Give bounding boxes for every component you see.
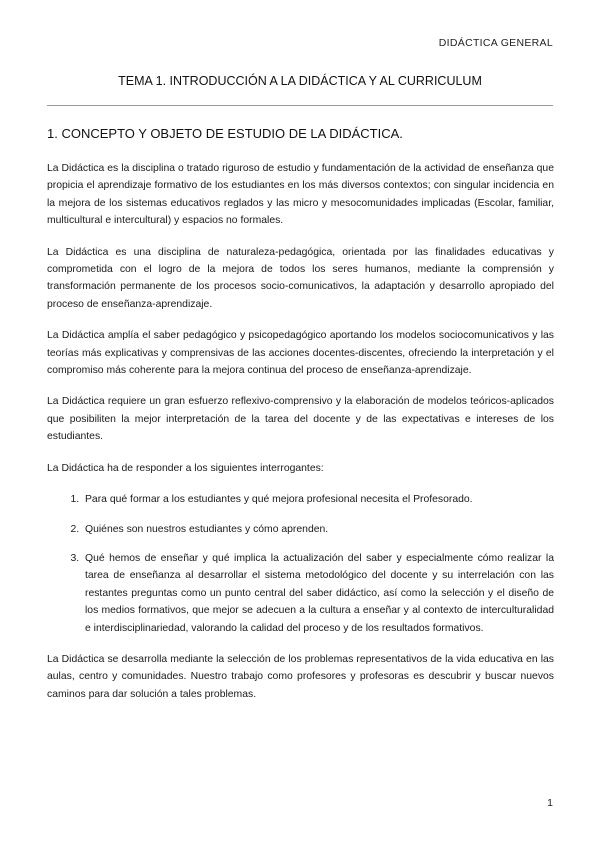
chapter-title: TEMA 1. INTRODUCCIÓN A LA DIDÁCTICA Y AL CURRICULUM xyxy=(118,74,482,88)
paragraph-4: La Didáctica requiere un gran esfuerzo reflexivo-comprensivo y la elaboración de modelos teóricos-aplicados que posibiliten la mejor interpretación de la tarea del docente y de las expectativas e intereses de los estudiantes. xyxy=(47,396,554,443)
list-item: 3. Qué hemos de enseñar y qué implica la actualización del saber y especialmente cómo realizar la tarea de enseñanza al desarrollar el sistema metodológico del docente y su interrelación con las restantes preguntas como un punto central del saber didáctico, así como la selección y el diseño de los medios formativos, que mejor se adecuen a la cultura a enseñar y al contexto de interculturalidad e interdisciplinariedad, valorando la calidad del proceso y de los resultados formativos. xyxy=(82,550,554,637)
paragraph-1: La Didáctica es la disciplina o tratado riguroso de estudio y fundamentación de la actividad de enseñanza que propicia el aprendizaje formativo de los estudiantes en los más diversos contextos; con singular incidencia en la mejora de los sistemas educativos reglados y las micro y mesocomunidades implicadas (Escolar, familiar, multicultural e intercultural) y espacios no formales. xyxy=(47,163,554,227)
running-head: DIDÁCTICA GENERAL xyxy=(438,37,553,49)
question-list xyxy=(47,491,554,637)
list-item: 1. Para qué formar a los estudiantes y qué mejora profesional necesita el Profesorado. xyxy=(82,491,554,508)
closing-paragraph: La Didáctica se desarrolla mediante la selección de los problemas representativos de la vida educativa en las aulas, centro y comunidades. Nuestro trabajo como profesores y profesoras es descubrir y buscar nuevos caminos para dar solución a tales problemas. xyxy=(47,653,554,700)
paragraph-2: La Didáctica es una disciplina de naturaleza-pedagógica, orientada por las finalidades educativas y comprometida con el logro de la mejora de todos los seres humanos, mediante la comprensión y transformación permanente de los procesos socio-comunicativos, la adaptación y desarrollo apropiado del proceso de enseñanza-aprendizaje. xyxy=(47,246,554,310)
list-item: 2. Quiénes son nuestros estudiantes y cómo aprenden. xyxy=(82,521,554,538)
page-number: 1 xyxy=(547,797,553,809)
body-text xyxy=(47,160,554,717)
section-title: 1. CONCEPTO Y OBJETO DE ESTUDIO DE LA DIDÁCTICA. xyxy=(47,126,403,141)
paragraph-5: La Didáctica ha de responder a los siguientes interrogantes: xyxy=(47,462,324,474)
paragraph-3: La Didáctica amplía el saber pedagógico y psicopedagógico aportando los modelos sociocomunicativos y las teorías más explicativas y comprensivas de las acciones docentes-discentes, ofreciendo la interpretación y el compromiso más coherente para la mejora continua del proceso de enseñanza-aprendizaje. xyxy=(47,330,554,377)
title-divider xyxy=(47,105,553,106)
